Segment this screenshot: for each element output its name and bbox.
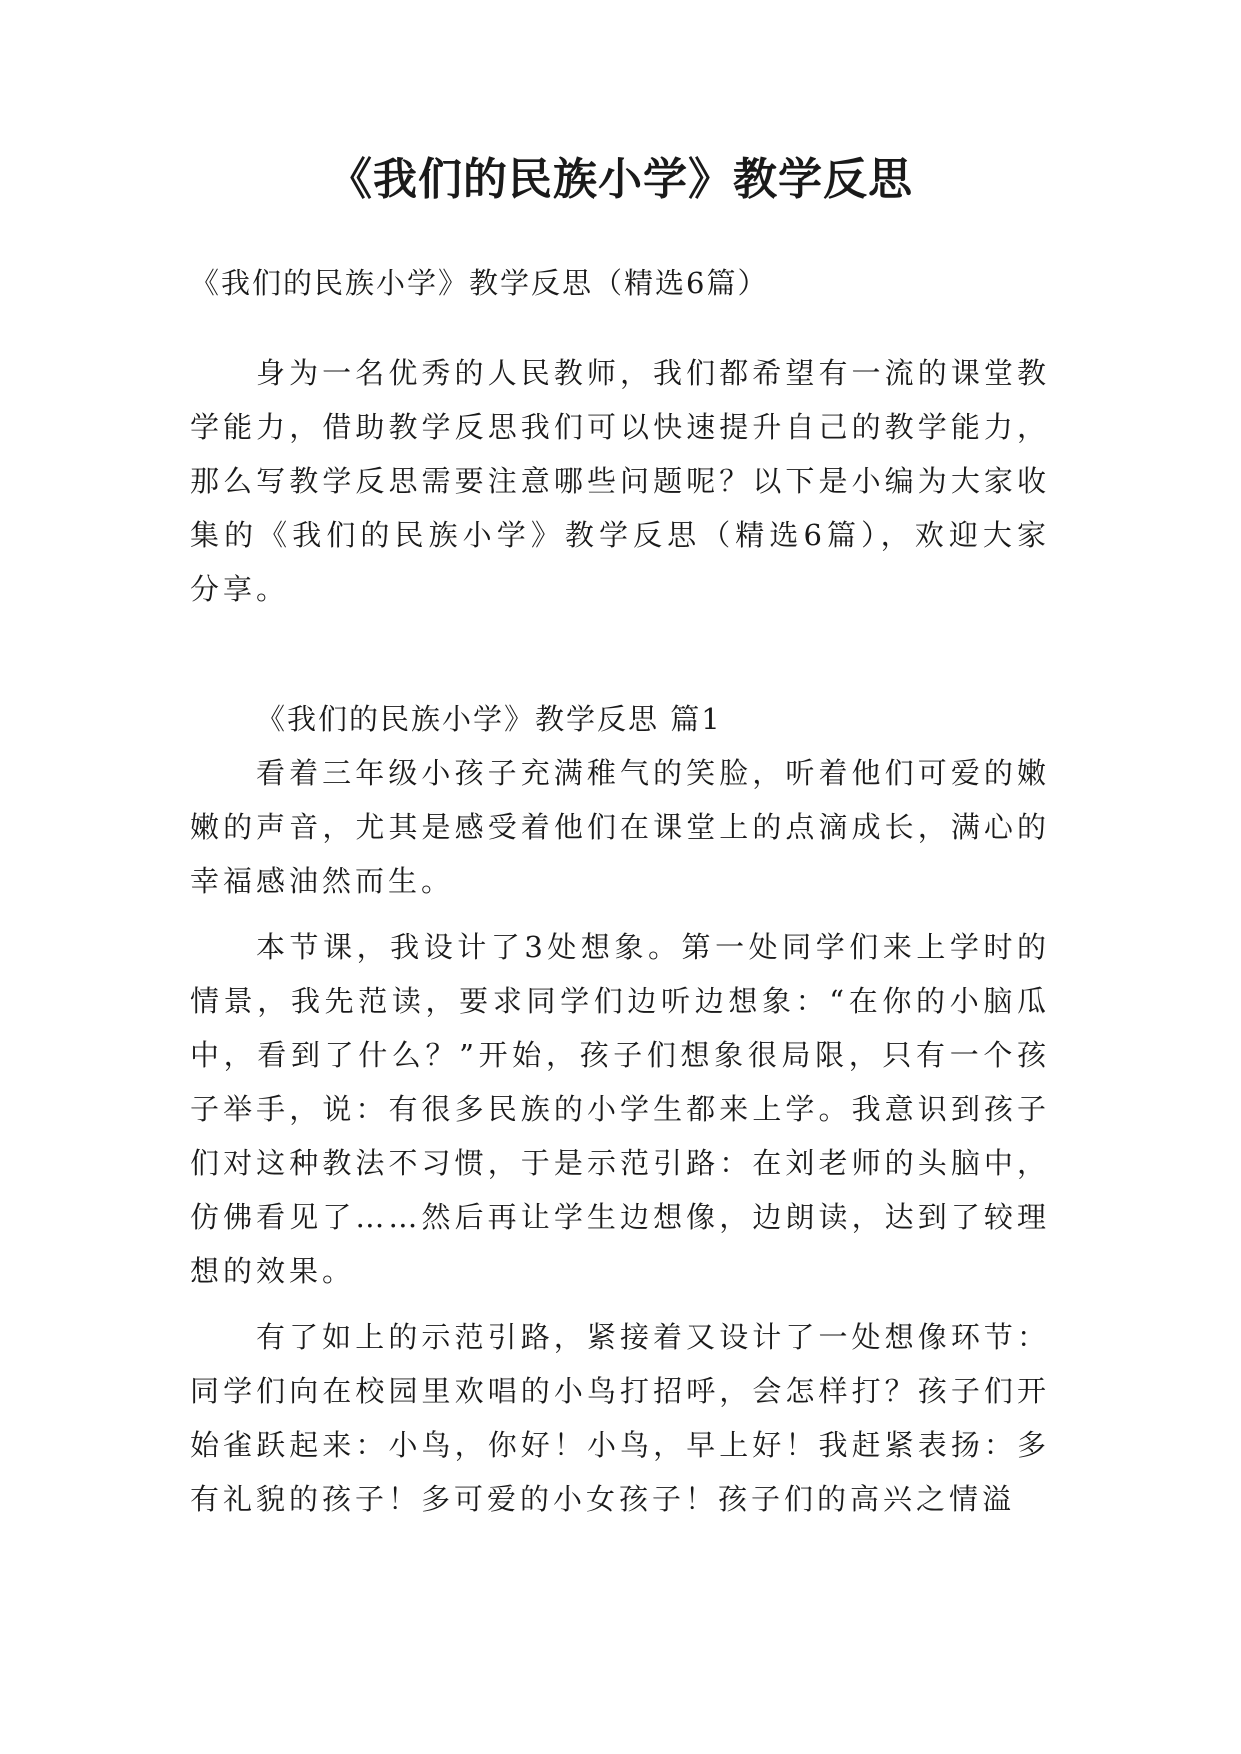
body-paragraph: 看着三年级小孩子充满稚气的笑脸，听着他们可爱的嫩嫩的声音，尤其是感受着他们在课堂上的点滴成长，满心的幸福感油然而生。 (190, 756, 1050, 898)
section-body (190, 746, 1050, 1538)
intro-paragraph: 身为一名优秀的人民教师，我们都希望有一流的课堂教学能力，借助教学反思我们可以快速提升自己的教学能力，那么写教学反思需要注意哪些问题呢？以下是小编为大家收集的《我们的民族小学》教学反思（精选6篇），欢迎大家分享。 (190, 356, 1050, 606)
section-heading: 《我们的民族小学》教学反思 篇1 (256, 702, 722, 736)
document-subtitle: 《我们的民族小学》教学反思（精选6篇） (190, 266, 769, 300)
document-title: 《我们的民族小学》教学反思 (328, 154, 913, 205)
body-paragraph: 本节课，我设计了3处想象。第一处同学们来上学时的情景，我先范读，要求同学们边听边想象：“在你的小脑瓜中，看到了什么？”开始，孩子们想象很局限，只有一个孩子举手，说：有很多民族的小学生都来上学。我意识到孩子们对这种教法不习惯，于是示范引路：在刘老师的头脑中，仿佛看见了……然后再让学生边想像，边朗读，达到了较理想的效果。 (190, 930, 1050, 1288)
body-paragraph: 有了如上的示范引路，紧接着又设计了一处想像环节：同学们向在校园里欢唱的小鸟打招呼，会怎样打？孩子们开始雀跃起来：小鸟，你好！小鸟，早上好！我赶紧表扬：多有礼貌的孩子！多可爱的小女孩子！孩子们的高兴之情溢 (190, 1320, 1050, 1516)
